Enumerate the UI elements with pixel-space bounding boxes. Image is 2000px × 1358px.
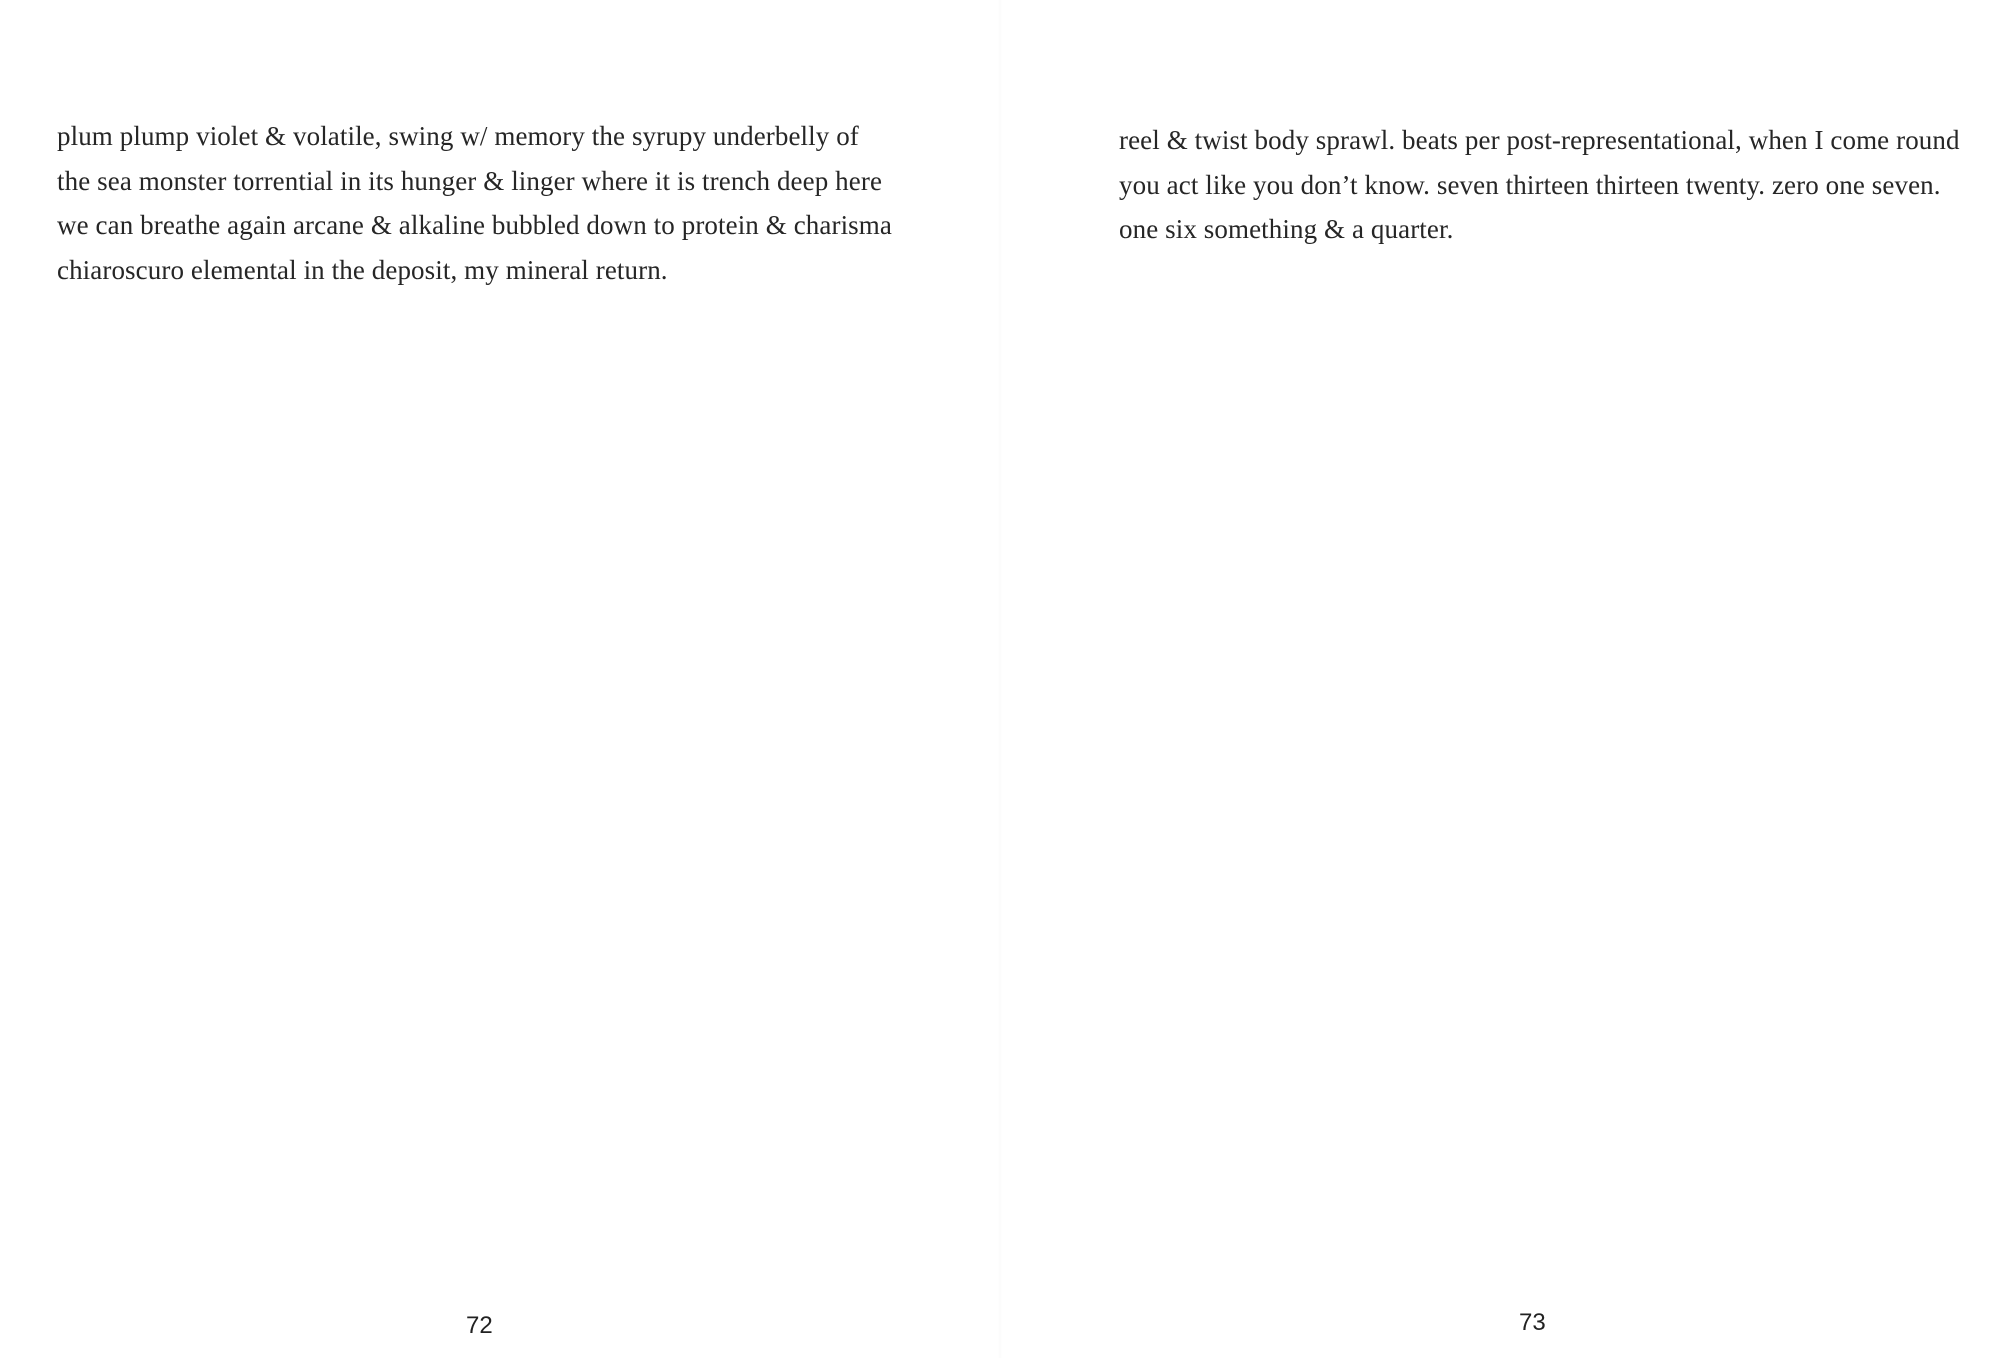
right-page xyxy=(1000,0,2000,1358)
poem-line: you act like you don’t know. seven thirteen thirteen twenty. zero one seven. xyxy=(1119,169,1941,200)
poem-line: plum plump violet & volatile, swing w/ memory the syrupy underbelly of xyxy=(57,121,859,151)
poem-line: chiaroscuro elemental in the deposit, my mineral return. xyxy=(57,254,668,285)
poem-line: the sea monster torrential in its hunger & linger where it is trench deep here xyxy=(57,165,883,196)
poem-line: reel & twist body sprawl. beats per post-representational, when I come round xyxy=(1119,125,1960,155)
poem-line: we can breathe again arcane & alkaline bubbled down to protein & charisma xyxy=(57,210,892,240)
poem-line: one six something & a quarter. xyxy=(1119,214,1454,244)
left-page-number: 72 xyxy=(466,1312,493,1339)
right-page-poem xyxy=(1119,118,1989,252)
right-page-number: 73 xyxy=(1519,1309,1546,1336)
left-page-poem xyxy=(57,114,897,292)
